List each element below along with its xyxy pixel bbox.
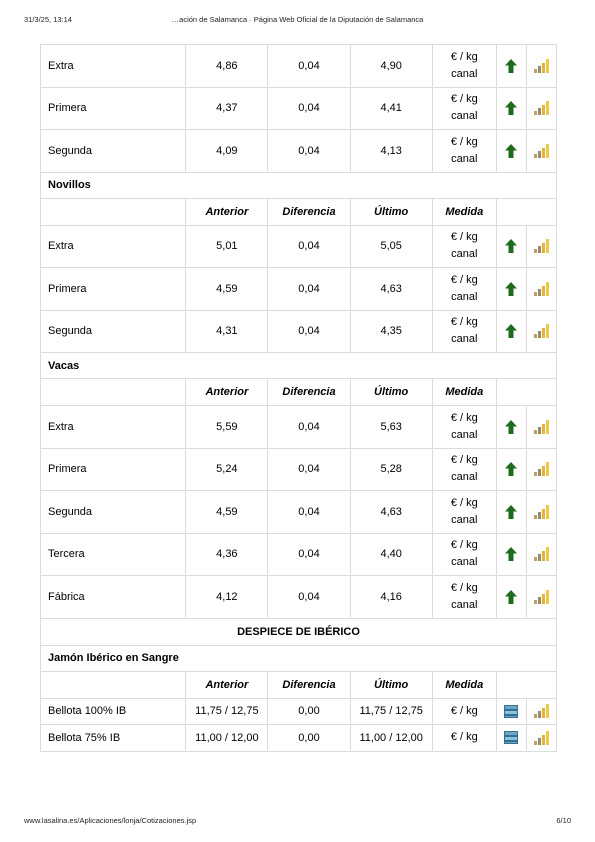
bar-chart-icon[interactable] [534,505,550,519]
up-arrow-icon [505,282,517,296]
product-name: Segunda [48,505,93,518]
page-number: 6/10 [556,816,571,825]
bar-chart-icon[interactable] [534,731,550,745]
value-anterior: 11,00 / 12,00 [195,731,259,744]
table-row [41,576,557,619]
bar-chart-icon[interactable] [534,282,550,296]
value-ultimo: 4,41 [380,102,402,115]
unit-text: € / kg [450,731,478,744]
unchanged-icon [504,731,518,744]
unit-text-2: canal [451,333,478,346]
unchanged-icon [504,705,518,718]
value-diferencia: 0,04 [298,240,320,253]
print-header [24,15,571,27]
header-medida: Medida [445,205,484,218]
value-diferencia: 0,04 [298,548,320,561]
category-title: Vacas [48,359,80,372]
value-ultimo: 4,40 [380,548,402,561]
unit-text: € / kg [450,411,478,424]
header-anterior: Anterior [205,386,249,398]
up-arrow-icon [505,324,517,338]
unit-text: € / kg [450,50,478,63]
unit-text-2: canal [451,513,478,526]
value-ultimo: 4,35 [380,325,402,338]
value-ultimo: 11,00 / 12,00 [359,731,423,744]
table-row [41,491,557,534]
price-table [40,44,557,752]
product-name: Tercera [48,548,85,561]
value-anterior: 4,36 [216,548,238,561]
header-diferencia: Diferencia [282,678,336,691]
header-medida: Medida [445,386,484,398]
unit-text-2: canal [451,110,478,123]
value-ultimo: 11,75 / 12,75 [359,705,423,718]
table-row [41,448,557,491]
value-anterior: 4,09 [216,144,238,157]
unit-text-2: canal [451,248,478,261]
value-diferencia: 0,04 [298,463,320,476]
column-header-row [41,671,557,698]
value-ultimo: 4,63 [380,505,402,518]
header-ultimo: Último [374,678,409,691]
header-medida: Medida [445,678,484,691]
unit-text-2: canal [451,67,478,80]
value-anterior: 4,31 [216,325,238,338]
value-anterior: 4,59 [216,282,238,295]
value-ultimo: 5,05 [380,240,402,253]
table-row [41,310,557,353]
product-name: Primera [48,282,87,295]
table-row [41,725,557,752]
up-arrow-icon [505,547,517,561]
print-footer [24,816,571,828]
value-anterior: 4,59 [216,505,238,518]
bar-chart-icon[interactable] [534,59,550,73]
category-title: Novillos [48,179,91,191]
value-diferencia: 0,00 [298,731,320,744]
value-diferencia: 0,04 [298,590,320,603]
value-anterior: 5,24 [216,463,238,476]
product-name: Segunda [48,144,93,157]
value-anterior: 4,12 [216,590,238,603]
value-anterior: 5,59 [216,420,238,433]
unit-text: € / kg [450,135,478,148]
value-diferencia: 0,00 [298,705,320,718]
value-diferencia: 0,04 [298,144,320,157]
product-name: Segunda [48,325,93,338]
value-ultimo: 4,16 [380,590,402,603]
value-ultimo: 5,63 [380,420,402,433]
table-row [41,533,557,576]
bar-chart-icon[interactable] [534,420,550,434]
value-anterior: 4,37 [216,102,238,115]
up-arrow-icon [505,59,517,73]
bar-chart-icon[interactable] [534,144,550,158]
unit-text: € / kg [450,454,478,467]
unit-text-2: canal [451,428,478,441]
header-ultimo: Último [374,205,409,218]
bar-chart-icon[interactable] [534,324,550,338]
category-title: Jamón Ibérico en Sangre [48,652,179,664]
value-diferencia: 0,04 [298,282,320,295]
category-row [41,645,557,671]
up-arrow-icon [505,420,517,434]
up-arrow-icon [505,505,517,519]
up-arrow-icon [505,239,517,253]
category-row [41,172,557,198]
value-anterior: 5,01 [216,240,238,253]
bar-chart-icon[interactable] [534,704,550,718]
product-name: Bellota 75% IB [48,731,121,744]
table-row [41,406,557,449]
product-name: Bellota 100% IB [48,705,127,718]
table-row [41,698,557,725]
bar-chart-icon[interactable] [534,590,550,604]
table-row [41,130,557,173]
up-arrow-icon [505,590,517,604]
product-name: Extra [48,240,74,253]
unit-text-2: canal [451,598,478,611]
value-ultimo: 4,13 [380,144,402,157]
bar-chart-icon[interactable] [534,462,550,476]
bar-chart-icon[interactable] [534,547,550,561]
up-arrow-icon [505,144,517,158]
unit-text: € / kg [450,93,478,106]
up-arrow-icon [505,462,517,476]
unit-text: € / kg [450,316,478,329]
unit-text: € / kg [450,273,478,286]
header-ultimo: Último [374,386,409,398]
value-ultimo: 4,90 [380,59,402,72]
unit-text: € / kg [450,704,478,717]
header-diferencia: Diferencia [282,386,336,398]
bar-chart-icon[interactable] [534,239,550,253]
table-row [41,225,557,268]
product-name: Extra [48,59,74,72]
value-diferencia: 0,04 [298,505,320,518]
unit-text-2: canal [451,152,478,165]
column-header-row [41,379,557,406]
table-row [41,87,557,130]
table-row [41,268,557,311]
unit-text: € / kg [450,496,478,509]
product-name: Primera [48,102,87,115]
up-arrow-icon [505,101,517,115]
value-ultimo: 5,28 [380,463,402,476]
print-url: www.lasalina.es/Aplicaciones/lonja/Cotizaciones.jsp [24,816,197,825]
bar-chart-icon[interactable] [534,101,550,115]
section-title: DESPIECE DE IBÉRICO [237,625,360,638]
unit-text-2: canal [451,290,478,303]
print-date: 31/3/25, 13:14 [24,15,72,24]
product-name: Primera [48,463,87,476]
product-name: Fábrica [48,590,85,603]
print-title: …ación de Salamanca · Página Web Oficial de la Diputación de Salamanca [171,15,424,24]
category-row [41,353,557,379]
unit-text: € / kg [450,539,478,552]
unit-text-2: canal [451,471,478,484]
value-ultimo: 4,63 [380,282,402,295]
value-diferencia: 0,04 [298,325,320,338]
unit-text: € / kg [450,231,478,244]
value-anterior: 11,75 / 12,75 [195,705,259,718]
value-diferencia: 0,04 [298,420,320,433]
value-anterior: 4,86 [216,59,238,72]
price-table-body [41,45,557,752]
table-row [41,45,557,88]
header-anterior: Anterior [205,678,249,691]
value-diferencia: 0,04 [298,59,320,72]
header-diferencia: Diferencia [282,205,336,218]
section-row [41,618,557,645]
column-header-row [41,198,557,225]
value-diferencia: 0,04 [298,102,320,115]
unit-text-2: canal [451,556,478,569]
product-name: Extra [48,420,74,433]
unit-text: € / kg [450,581,478,594]
header-anterior: Anterior [205,205,249,218]
